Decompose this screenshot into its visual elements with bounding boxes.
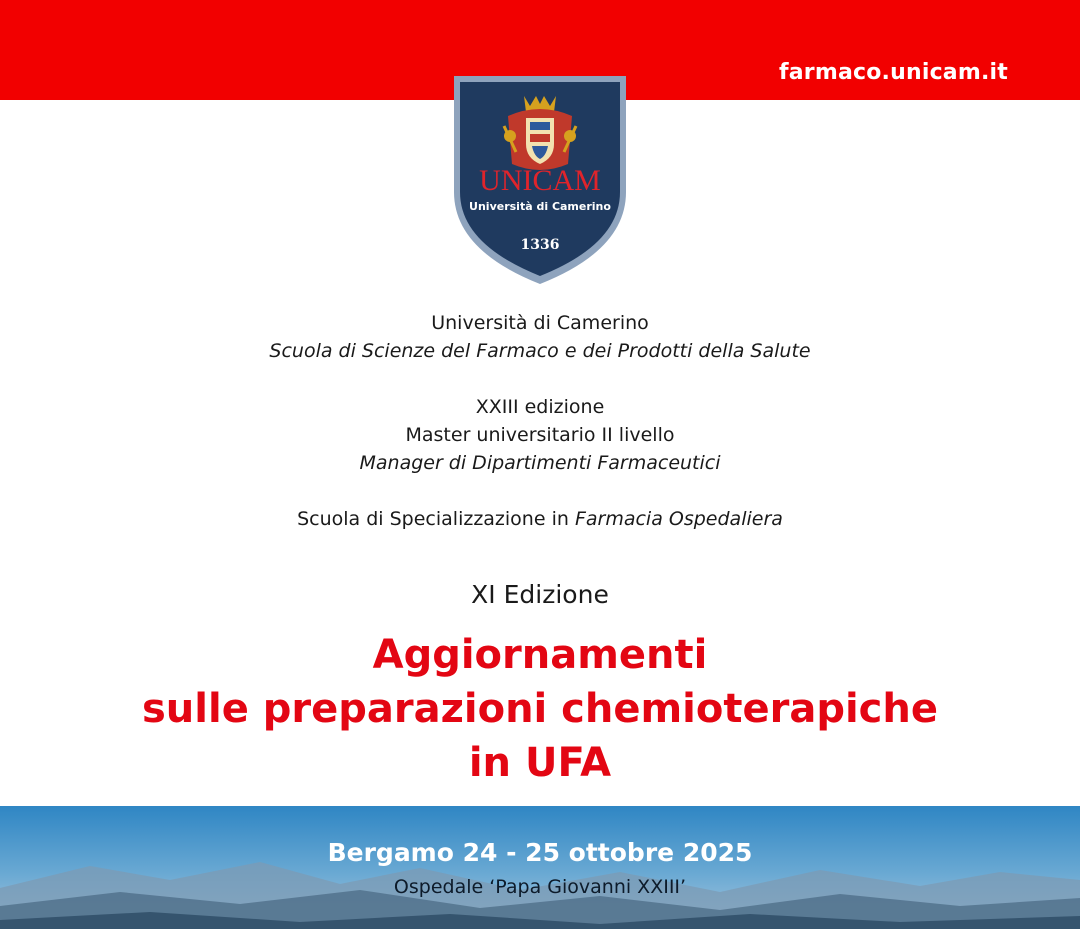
course-title-line-3: in UFA bbox=[468, 740, 612, 786]
master-name: Manager di Dipartimenti Farmaceutici bbox=[359, 452, 721, 474]
mountain-landscape-banner bbox=[0, 806, 1080, 929]
unicam-shield-logo bbox=[450, 72, 630, 288]
university-name: Università di Camerino bbox=[431, 312, 649, 334]
course-title-line-2: sulle preparazioni chemioterapiche bbox=[142, 686, 938, 732]
logo-wordmark: UNICAM bbox=[479, 164, 601, 197]
site-url-link[interactable]: farmaco.unicam.it bbox=[778, 60, 1008, 85]
event-venue: Ospedale ‘Papa Giovanni XXIII’ bbox=[393, 876, 687, 898]
master-edition: XXIII edizione bbox=[475, 396, 605, 418]
specialization-prefix: Scuola di Specializzazione in bbox=[297, 508, 569, 530]
event-date: Bergamo 24 - 25 ottobre 2025 bbox=[327, 838, 753, 867]
course-title-line-1: Aggiornamenti bbox=[372, 632, 708, 678]
course-title bbox=[0, 628, 1080, 790]
master-level: Master universitario II livello bbox=[405, 424, 675, 446]
intro-block bbox=[0, 309, 1080, 533]
logo-year: 1336 bbox=[520, 237, 560, 253]
logo-subtitle: Università di Camerino bbox=[469, 200, 611, 213]
specialization-name: Farmacia Ospedaliera bbox=[574, 508, 783, 530]
course-edition: XI Edizione bbox=[471, 580, 609, 609]
specialization-line bbox=[0, 505, 1080, 533]
school-name: Scuola di Scienze del Farmaco e dei Prodotti della Salute bbox=[269, 340, 811, 362]
